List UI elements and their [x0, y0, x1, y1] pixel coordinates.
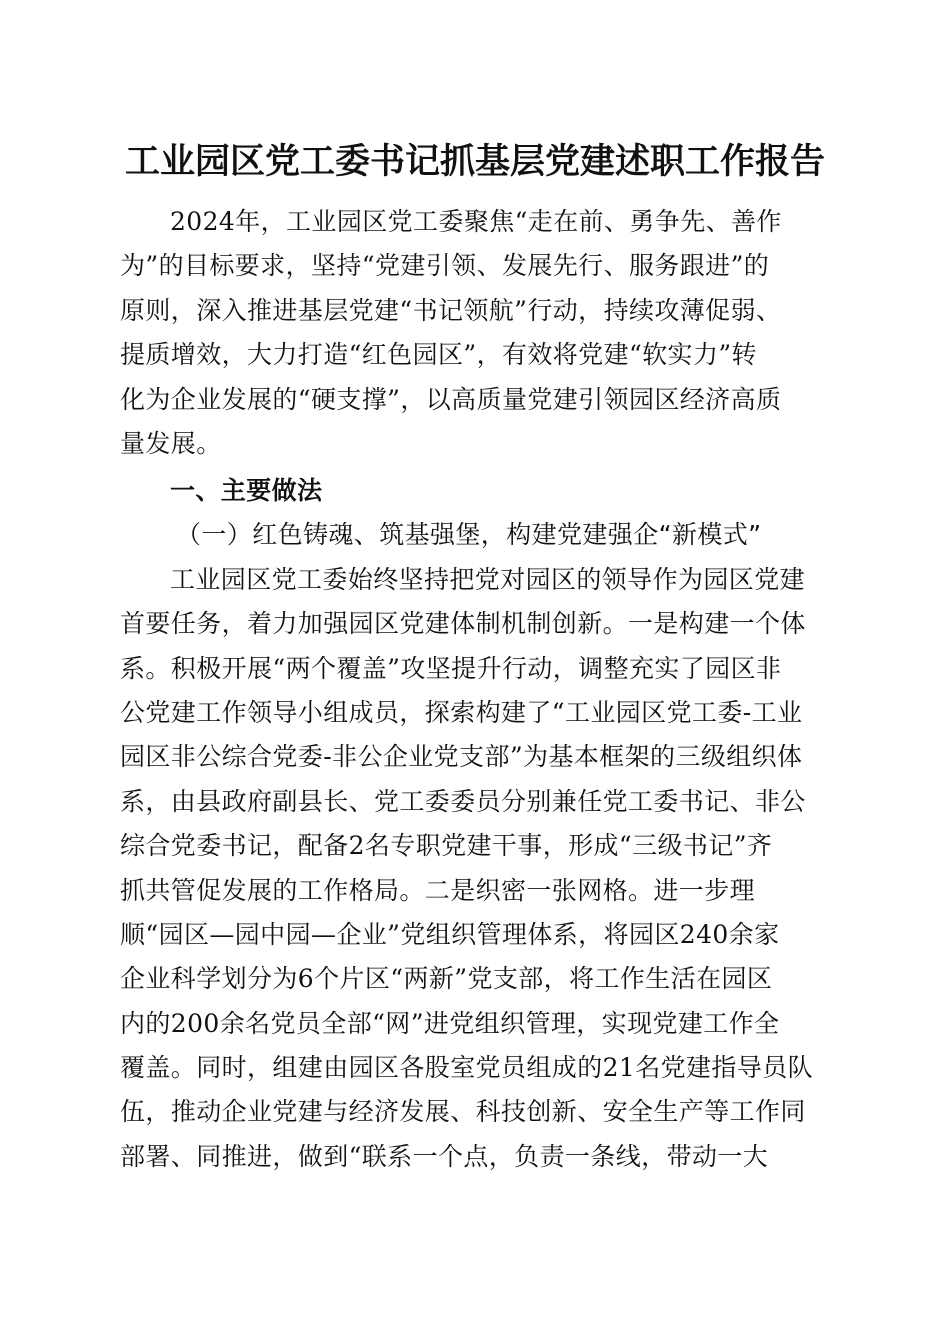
body-line: 公党建工作领导小组成员，探索构建了“工业园区党工委-工业: [120, 697, 803, 727]
body-line: 企业科学划分为6个片区“两新”党支部，将工作生活在园区: [120, 964, 773, 994]
body-line: 部署、同推进，做到“联系一个点，负责一条线，带动一大: [120, 1141, 769, 1171]
body-line: 综合党委书记，配备2名专职党建干事，形成“三级书记”齐: [120, 831, 773, 861]
body-line: 系，由县政府副县长、党工委委员分别兼任党工委书记、非公: [120, 786, 806, 816]
body-line: 伍，推动企业党建与经济发展、科技创新、安全生产等工作同: [120, 1097, 806, 1127]
subsection-heading: （一）红色铸魂、筑基强堡，构建党建强企“新模式”: [176, 520, 762, 550]
body-line: 工业园区党工委始终坚持把党对园区的领导作为园区党建: [170, 564, 806, 594]
body-line: 顺“园区—园中园—企业”党组织管理体系，将园区240余家: [120, 919, 780, 949]
intro-line: 化为企业发展的“硬支撑”，以高质量党建引领园区经济高质: [120, 384, 782, 414]
section-heading: 一、主要做法: [170, 476, 323, 505]
intro-line: 提质增效，大力打造“红色园区”，有效将党建“软实力”转: [120, 340, 757, 370]
intro-line: 为”的目标要求，坚持“党建引领、发展先行、服务跟进”的: [120, 251, 770, 281]
body-line: 抓共管促发展的工作格局。二是织密一张网格。进一步理: [120, 875, 756, 905]
intro-line: 量发展。: [120, 428, 222, 458]
body-line: 系。积极开展“两个覆盖”攻坚提升行动，调整充实了园区非: [120, 653, 782, 683]
intro-line: 原则，深入推进基层党建“书记领航”行动，持续攻薄促弱、: [120, 295, 782, 325]
body-line: 内的200余名党员全部“网”进党组织管理，实现党建工作全: [120, 1008, 780, 1038]
body-line: 覆盖。同时，组建由园区各股室党员组成的21名党建指导员队: [120, 1053, 814, 1083]
section-block: [120, 469, 840, 1179]
body-line: 首要任务，着力加强园区党建体制机制创新。一是构建一个体: [120, 609, 806, 639]
body-line: 园区非公综合党委-非公企业党支部”为基本框架的三级组织体: [120, 742, 803, 772]
intro-line: 2024年，工业园区党工委聚焦“走在前、勇争先、善作: [170, 207, 782, 236]
document-title: 工业园区党工委书记抓基层党建述职工作报告: [124, 141, 825, 182]
intro-paragraph: [120, 200, 840, 466]
